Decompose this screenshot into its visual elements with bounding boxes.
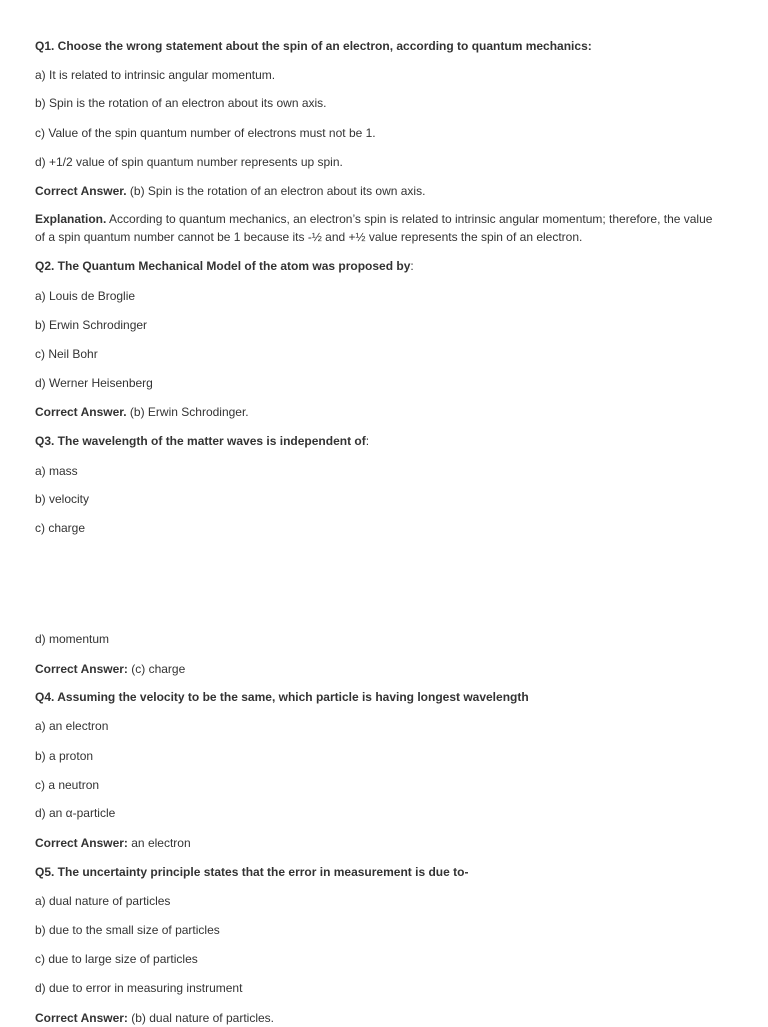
question-1-explanation <box>35 210 725 246</box>
question-5-answer <box>35 1009 735 1027</box>
question-4-answer <box>35 834 735 852</box>
question-3-option-c: c) charge <box>35 521 86 535</box>
answer-text: (b) Spin is the rotation of an electron about its own axis. <box>126 184 426 198</box>
question-2-option-c: c) Neil Bohr <box>35 347 98 361</box>
question-5-option-a: a) dual nature of particles <box>35 894 171 908</box>
question-1-option-c: c) Value of the spin quantum number of electrons must not be 1. <box>35 126 376 140</box>
question-4-option-b: b) a proton <box>35 749 94 763</box>
question-2-option-b: b) Erwin Schrodinger <box>35 318 148 332</box>
explanation-label: Explanation. <box>35 212 107 226</box>
prompt-suffix: : <box>410 259 414 273</box>
answer-label: Correct Answer. <box>35 405 127 419</box>
answer-label: Correct Answer: <box>35 662 128 676</box>
answer-label: Correct Answer: <box>35 1011 128 1025</box>
question-3-prompt <box>35 432 735 450</box>
answer-text: (b) dual nature of particles. <box>127 1011 274 1025</box>
prompt-text: Q2. The Quantum Mechanical Model of the atom was proposed by <box>35 259 411 273</box>
question-2-answer <box>35 403 735 421</box>
question-5-option-c: c) due to large size of particles <box>35 952 198 966</box>
prompt-text: Q3. The wavelength of the matter waves is independent of <box>35 434 366 448</box>
question-1-option-b: b) Spin is the rotation of an electron about its own axis. <box>35 96 327 110</box>
answer-text: (c) charge <box>127 662 186 676</box>
question-4-option-c: c) a neutron <box>35 778 100 792</box>
question-2-option-a: a) Louis de Broglie <box>35 289 136 303</box>
question-4-prompt: Q4. Assuming the velocity to be the same, which particle is having longest wavelength <box>35 690 529 704</box>
question-4-option-a: a) an electron <box>35 719 109 733</box>
question-1-answer <box>35 182 735 200</box>
question-1-option-d: d) +1/2 value of spin quantum number represents up spin. <box>35 155 343 169</box>
question-3-option-d: d) momentum <box>35 632 110 646</box>
question-4-option-d: d) an α-particle <box>35 806 116 820</box>
question-2-option-d: d) Werner Heisenberg <box>35 376 153 390</box>
question-1-option-a: a) It is related to intrinsic angular momentum. <box>35 68 276 82</box>
answer-text: (b) Erwin Schrodinger. <box>126 405 249 419</box>
answer-text: an electron <box>127 836 191 850</box>
question-5-option-d: d) due to error in measuring instrument <box>35 981 243 995</box>
question-5-prompt: Q5. The uncertainty principle states that the error in measurement is due to- <box>35 865 469 879</box>
explanation-text: According to quantum mechanics, an electron’s spin is related to intrinsic angular momentum; therefore, the value of a spin quantum number cannot be 1 because its -½ and +½ value represents the spin of an electron. <box>35 212 713 244</box>
question-2-prompt <box>35 257 735 275</box>
question-5-option-b: b) due to the small size of particles <box>35 923 220 937</box>
question-3-answer <box>35 660 735 678</box>
question-3-option-b: b) velocity <box>35 492 90 506</box>
question-1-prompt: Q1. Choose the wrong statement about the spin of an electron, according to quantum mechanics: <box>35 39 592 53</box>
answer-label: Correct Answer: <box>35 836 128 850</box>
prompt-suffix: : <box>365 434 370 448</box>
answer-label: Correct Answer. <box>35 184 127 198</box>
question-3-option-a: a) mass <box>35 464 78 478</box>
